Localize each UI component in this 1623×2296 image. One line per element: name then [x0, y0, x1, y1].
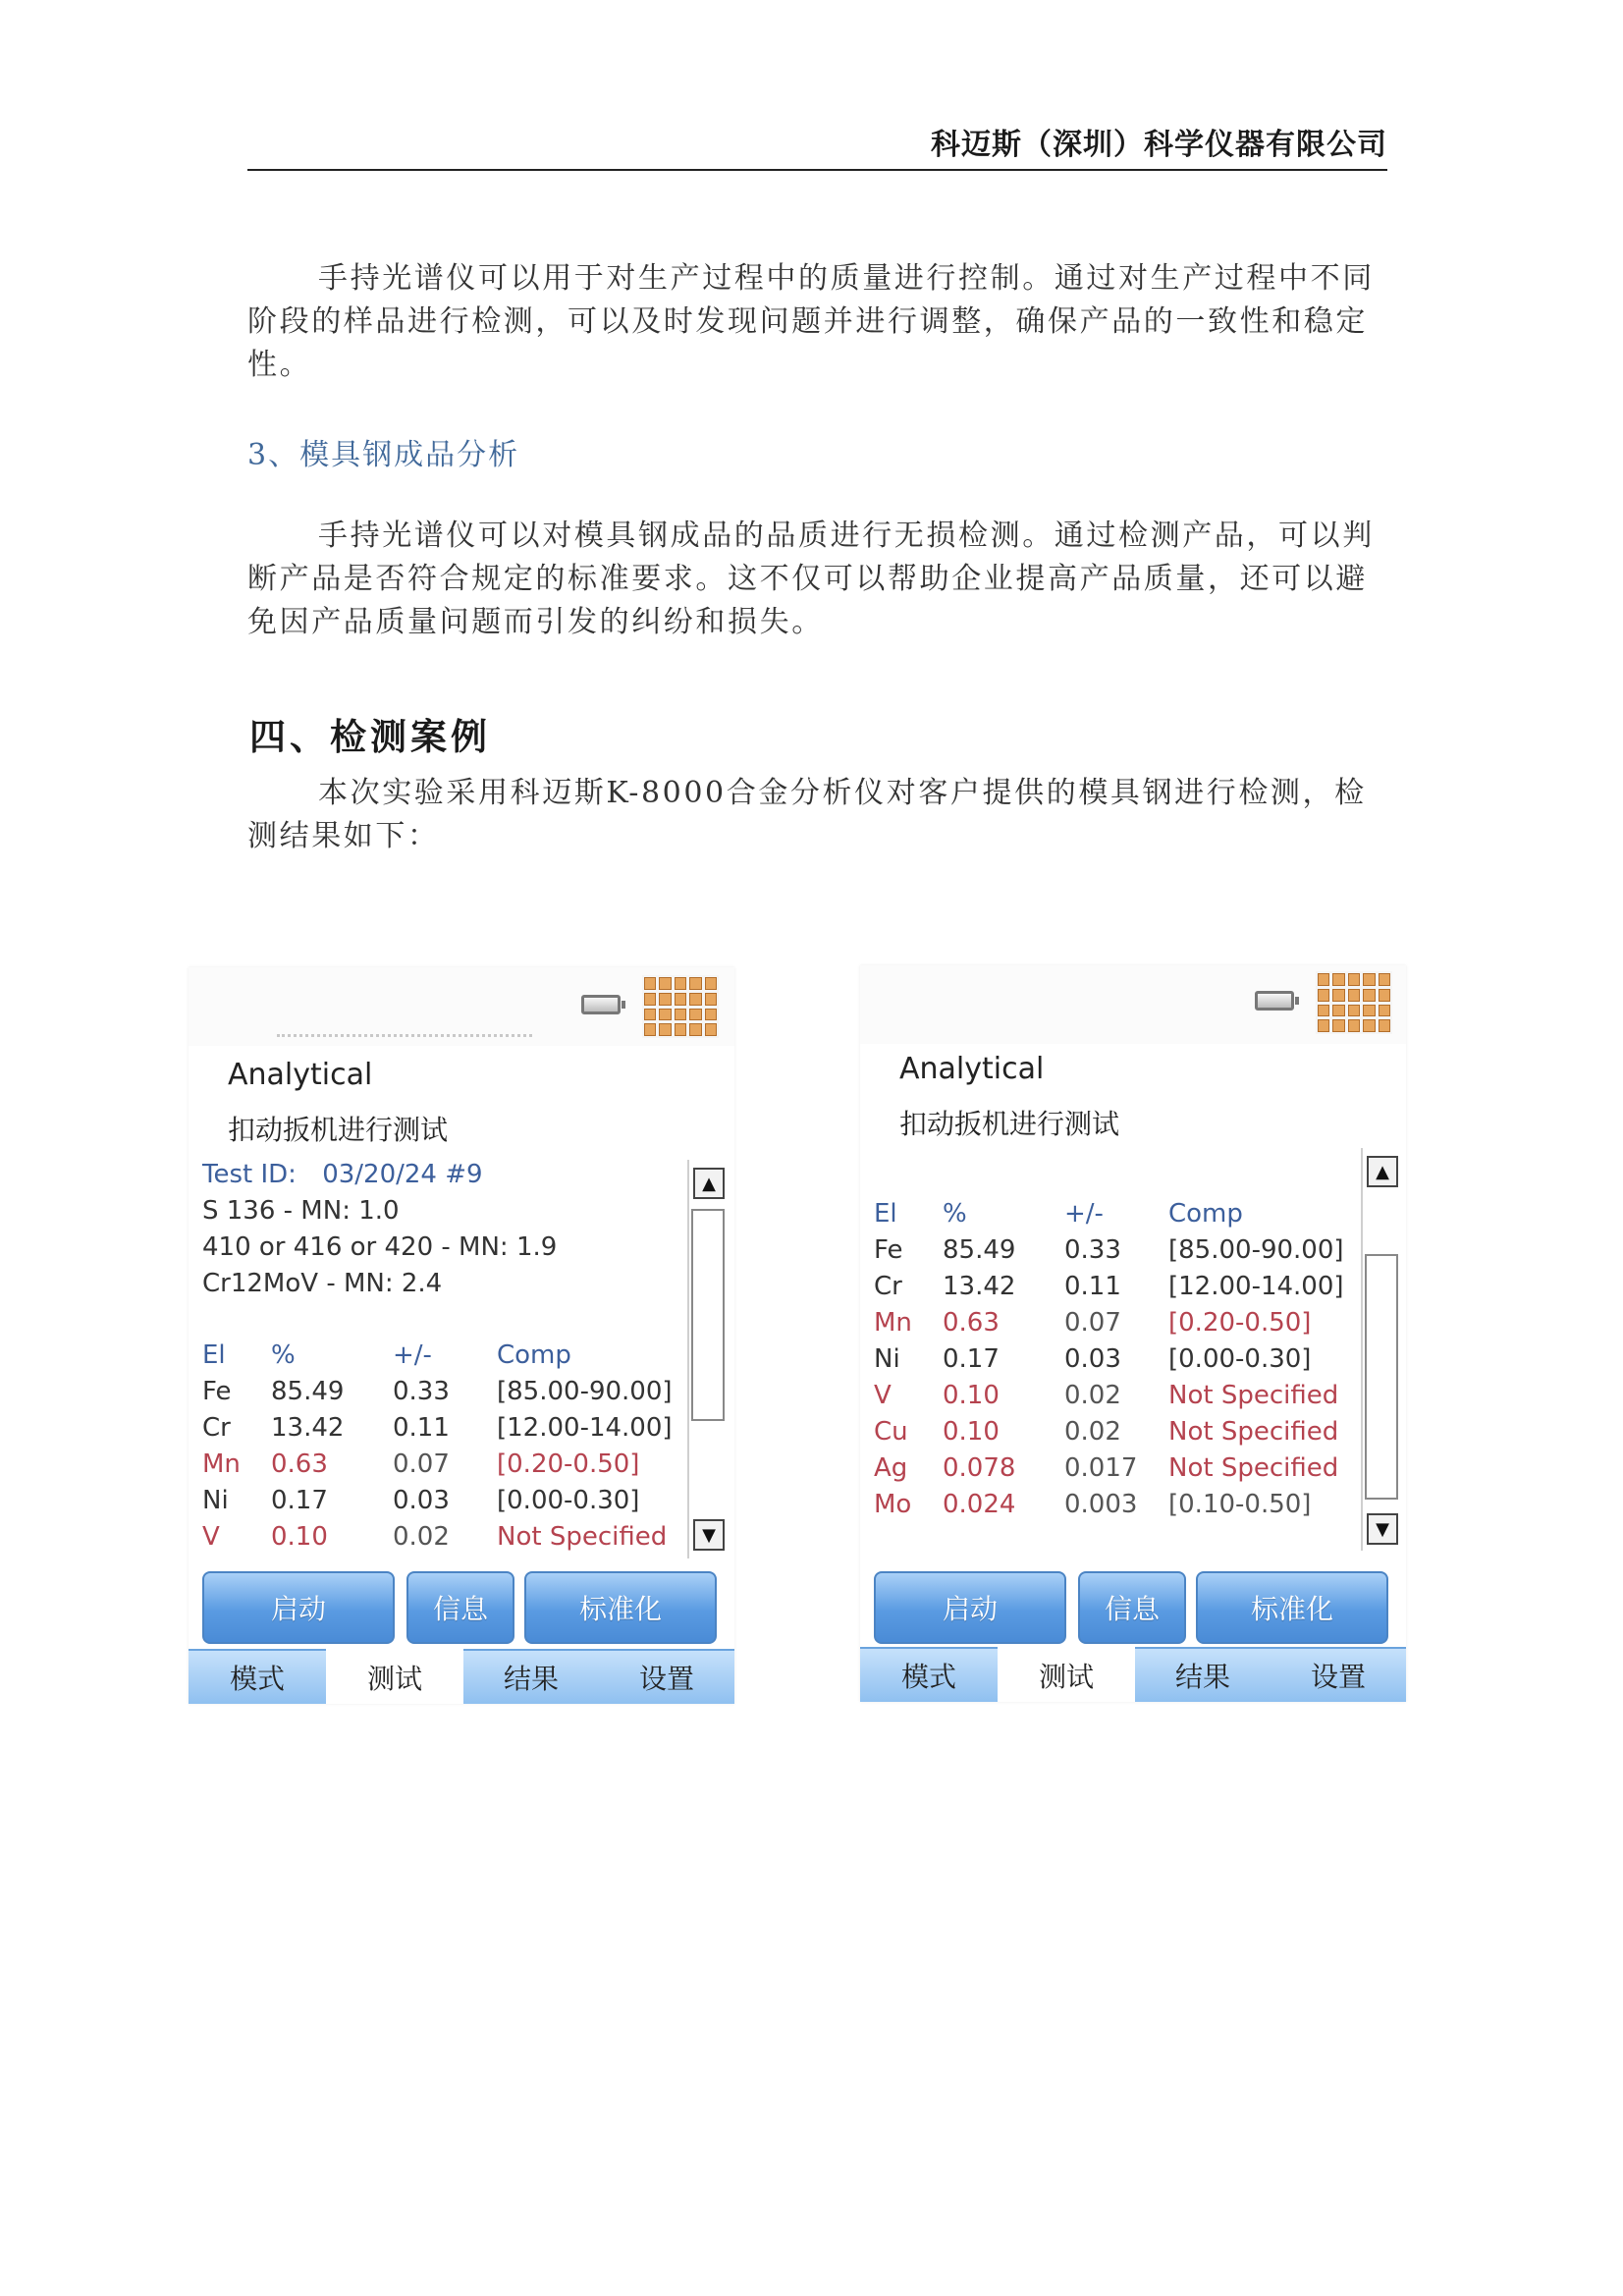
grade-match-1: S 136 - MN: 1.0: [202, 1196, 400, 1226]
cell-composition: Not Specified: [497, 1522, 668, 1552]
start-button[interactable]: 启动: [202, 1571, 395, 1644]
cell-percent: 0.024: [943, 1490, 1016, 1519]
col-error: +/-: [393, 1340, 432, 1370]
cell-composition: [0.00-0.30]: [497, 1486, 640, 1515]
cell-percent: 0.10: [943, 1417, 1000, 1447]
cell-error: 0.017: [1064, 1453, 1138, 1483]
scroll-up-icon[interactable]: ▲: [693, 1168, 725, 1199]
tab-test[interactable]: 测试: [998, 1647, 1135, 1702]
cell-error: 0.07: [393, 1449, 450, 1479]
paragraph-experiment-intro: 本次实验采用科迈斯K-8000合金分析仪对客户提供的模具钢进行检测，检测结果如下：: [247, 776, 1367, 853]
cell-composition: [0.10-0.50]: [1168, 1490, 1312, 1519]
cell-element: V: [874, 1381, 892, 1410]
cell-percent: 0.63: [271, 1449, 328, 1479]
paragraph-quality-control: 手持光谱仪可以用于对生产过程中的质量进行控制。通过对生产过程中不同阶段的样品进行检测，可以及时发现问题并进行调整，确保产品的一致性和稳定性。: [247, 261, 1375, 382]
cell-composition: [0.20-0.50]: [1168, 1308, 1312, 1338]
cell-element: Ag: [874, 1453, 908, 1483]
section-heading-cases: 四、检测案例: [249, 716, 491, 758]
divider-dots: [277, 1034, 532, 1037]
cell-element: Ni: [874, 1344, 900, 1374]
tab-bar: [189, 1649, 734, 1704]
tab-mode[interactable]: 模式: [860, 1647, 998, 1702]
keypad-grid-icon[interactable]: [642, 975, 719, 1038]
tab-settings[interactable]: 设置: [599, 1649, 734, 1704]
test-id-value: 03/20/24 #9: [322, 1160, 483, 1189]
cell-element: Fe: [874, 1235, 903, 1265]
cell-error: 0.11: [393, 1413, 450, 1443]
cell-percent: 0.17: [271, 1486, 328, 1515]
calibrate-button[interactable]: 标准化: [1196, 1571, 1388, 1644]
test-id-line: [202, 1160, 483, 1189]
cell-element: Mo: [874, 1490, 912, 1519]
calibrate-button[interactable]: 标准化: [524, 1571, 717, 1644]
cell-error: 0.003: [1064, 1490, 1138, 1519]
device-screen-left: [189, 967, 734, 1704]
cell-percent: 13.42: [943, 1272, 1016, 1301]
tab-test[interactable]: 测试: [326, 1649, 463, 1704]
scroll-thumb[interactable]: [1365, 1254, 1398, 1500]
scroll-up-icon[interactable]: ▲: [1367, 1156, 1398, 1187]
keypad-grid-icon[interactable]: [1316, 971, 1392, 1034]
cell-composition: [85.00-90.00]: [1168, 1235, 1344, 1265]
battery-icon: [1255, 991, 1294, 1011]
cell-composition: [0.20-0.50]: [497, 1449, 640, 1479]
cell-composition: [85.00-90.00]: [497, 1377, 673, 1406]
tab-results[interactable]: 结果: [463, 1649, 599, 1704]
cell-percent: 0.10: [943, 1381, 1000, 1410]
device-screen-right: [860, 965, 1406, 1702]
cell-element: Fe: [202, 1377, 232, 1406]
cell-percent: 0.10: [271, 1522, 328, 1552]
grade-match-3: Cr12MoV - MN: 2.4: [202, 1269, 443, 1298]
cell-element: Mn: [202, 1449, 241, 1479]
grade-match-2: 410 or 416 or 420 - MN: 1.9: [202, 1232, 558, 1262]
trigger-instruction: 扣动扳机进行测试: [899, 1108, 1120, 1140]
cell-element: Cr: [202, 1413, 231, 1443]
start-button[interactable]: 启动: [874, 1571, 1066, 1644]
cell-element: Mn: [874, 1308, 912, 1338]
cell-percent: 85.49: [271, 1377, 345, 1406]
info-button[interactable]: 信息: [406, 1571, 514, 1644]
subheading-mold-steel: 3、模具钢成品分析: [247, 438, 520, 472]
col-composition: Comp: [1168, 1199, 1243, 1229]
cell-percent: 0.17: [943, 1344, 1000, 1374]
cell-percent: 0.078: [943, 1453, 1016, 1483]
tab-settings[interactable]: 设置: [1271, 1647, 1406, 1702]
cell-composition: Not Specified: [1168, 1453, 1339, 1483]
cell-percent: 85.49: [943, 1235, 1016, 1265]
cell-error: 0.07: [1064, 1308, 1121, 1338]
col-percent: %: [943, 1199, 967, 1229]
cell-percent: 13.42: [271, 1413, 345, 1443]
cell-error: 0.03: [1064, 1344, 1121, 1374]
cell-error: 0.33: [1064, 1235, 1121, 1265]
col-composition: Comp: [497, 1340, 571, 1370]
cell-composition: Not Specified: [1168, 1417, 1339, 1447]
paragraph-mold-steel-analysis: 手持光谱仪可以对模具钢成品的品质进行无损检测。通过检测产品，可以判断产品是否符合规定的标准要求。这不仅可以帮助企业提高产品质量，还可以避免因产品质量问题而引发的纠纷和损失。: [247, 519, 1375, 639]
info-button[interactable]: 信息: [1078, 1571, 1186, 1644]
test-id-label: Test ID:: [202, 1160, 297, 1189]
cell-composition: Not Specified: [1168, 1381, 1339, 1410]
scroll-down-icon[interactable]: ▼: [693, 1519, 725, 1551]
cell-element: V: [202, 1522, 220, 1552]
battery-icon: [581, 995, 621, 1014]
cell-error: 0.02: [393, 1522, 450, 1552]
col-element: El: [202, 1340, 226, 1370]
tab-mode[interactable]: 模式: [189, 1649, 326, 1704]
trigger-instruction: 扣动扳机进行测试: [228, 1114, 449, 1146]
cell-composition: [0.00-0.30]: [1168, 1344, 1312, 1374]
company-name: 科迈斯（深圳）科学仪器有限公司: [931, 128, 1387, 162]
app-title: Analytical: [899, 1052, 1045, 1086]
col-element: El: [874, 1199, 897, 1229]
cell-composition: [12.00-14.00]: [1168, 1272, 1344, 1301]
header-divider: [247, 169, 1387, 171]
tab-bar: [860, 1647, 1406, 1702]
scroll-thumb[interactable]: [691, 1209, 725, 1421]
cell-error: 0.03: [393, 1486, 450, 1515]
cell-error: 0.11: [1064, 1272, 1121, 1301]
cell-error: 0.02: [1064, 1417, 1121, 1447]
cell-percent: 0.63: [943, 1308, 1000, 1338]
cell-error: 0.33: [393, 1377, 450, 1406]
cell-error: 0.02: [1064, 1381, 1121, 1410]
app-title: Analytical: [228, 1058, 373, 1092]
scroll-down-icon[interactable]: ▼: [1367, 1513, 1398, 1545]
cell-element: Ni: [202, 1486, 229, 1515]
cell-element: Cr: [874, 1272, 902, 1301]
col-percent: %: [271, 1340, 296, 1370]
cell-composition: [12.00-14.00]: [497, 1413, 673, 1443]
tab-results[interactable]: 结果: [1135, 1647, 1271, 1702]
scrollbar[interactable]: [687, 1160, 727, 1558]
scrollbar[interactable]: [1361, 1148, 1400, 1551]
col-error: +/-: [1064, 1199, 1104, 1229]
cell-element: Cu: [874, 1417, 908, 1447]
